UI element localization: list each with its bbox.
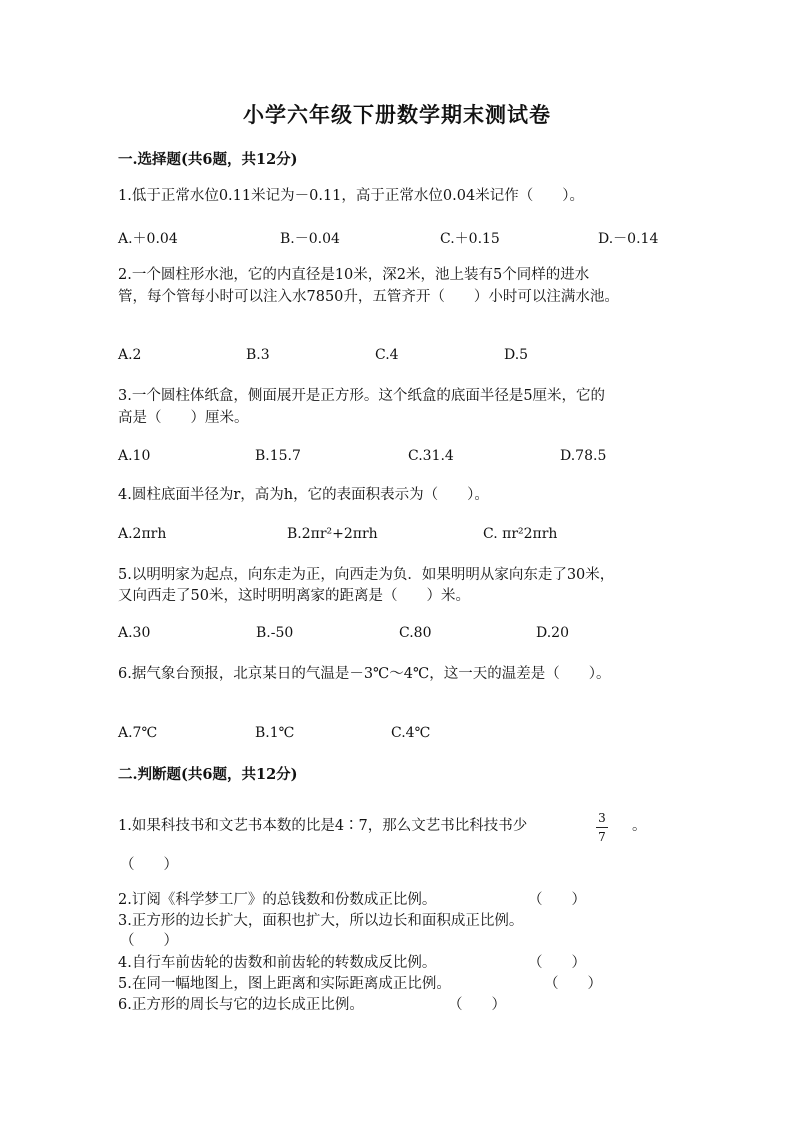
- option-c: C.＋0.15: [440, 231, 500, 247]
- option-a: A.2πrh: [118, 526, 167, 542]
- section-heading-judgement: 二.判断题(共6题，共12分): [118, 766, 298, 783]
- answer-parentheses: （ ）: [448, 997, 506, 1013]
- question-text: 2.一个圆柱形水池，它的内直径是10米，深2米，池上装有5个同样的进水: [118, 267, 590, 283]
- option-d: D.20: [536, 625, 569, 641]
- option-c: C.31.4: [408, 448, 454, 464]
- answer-parentheses: （ ）: [528, 892, 586, 908]
- question-text: 4.圆柱底面半径为r，高为h，它的表面积表示为（ ）。: [118, 487, 489, 503]
- option-a: A.2: [118, 347, 142, 363]
- option-c: C.4℃: [391, 725, 431, 741]
- option-d: D.5: [504, 347, 529, 363]
- fraction-numerator: 3: [598, 811, 606, 825]
- question-text: 1.如果科技书和文艺书本数的比是4∶7，那么文艺书比科技书少: [118, 818, 528, 834]
- page-title: 小学六年级下册数学期末测试卷: [243, 102, 551, 127]
- question-text: 3.正方形的边长扩大，面积也扩大，所以边长和面积成正比例。: [118, 913, 524, 929]
- answer-parentheses: （ ）: [120, 857, 178, 873]
- section-heading-choice: 一.选择题(共6题，共12分): [118, 151, 298, 168]
- option-d: D.－0.14: [598, 231, 659, 247]
- option-c: C.80: [399, 625, 432, 641]
- question-text: 3.一个圆柱体纸盒，侧面展开是正方形。这个纸盒的底面半径是5厘米，它的: [118, 388, 606, 404]
- option-a: A.10: [118, 448, 151, 464]
- option-b: B.-50: [256, 625, 294, 641]
- option-b: B.15.7: [255, 448, 301, 464]
- question-text: 2.订阅《科学梦工厂》的总钱数和份数成正比例。: [118, 892, 437, 908]
- option-b: B.3: [246, 347, 270, 363]
- fraction-denominator: 7: [598, 830, 606, 844]
- question-end-mark: 。: [632, 818, 647, 834]
- answer-parentheses: （ ）: [528, 955, 586, 971]
- question-text: 又向西走了50米，这时明明离家的距离是（ ）米。: [118, 588, 470, 604]
- fraction: [596, 810, 608, 845]
- fraction-bar: [596, 827, 608, 828]
- option-b: B.－0.04: [280, 231, 340, 247]
- option-c: C. πr²2πrh: [483, 526, 558, 542]
- option-a: A.＋0.04: [118, 231, 178, 247]
- option-a: A.7℃: [118, 725, 158, 741]
- question-text: 4.自行车前齿轮的齿数和前齿轮的转数成反比例。: [118, 955, 437, 971]
- question-text: 6.正方形的周长与它的边长成正比例。: [118, 997, 364, 1013]
- option-a: A.30: [118, 625, 151, 641]
- answer-parentheses: （ ）: [120, 933, 178, 949]
- answer-parentheses: （ ）: [544, 976, 602, 992]
- option-d: D.78.5: [560, 448, 607, 464]
- question-text: 5.以明明家为起点，向东走为正，向西走为负．如果明明从家向东走了30米，: [118, 567, 615, 583]
- question-text: 5.在同一幅地图上，图上距离和实际距离成正比例。: [118, 976, 451, 992]
- question-text: 6.据气象台预报，北京某日的气温是－3℃～4℃，这一天的温差是（ ）。: [118, 666, 611, 682]
- option-b: B.2πr²+2πrh: [287, 526, 378, 542]
- question-text: 1.低于正常水位0.11米记为－0.11，高于正常水位0.04米记作（ ）。: [118, 188, 584, 204]
- question-text: 管，每个管每小时可以注入水7850升，五管齐开（ ）小时可以注满水池。: [118, 289, 619, 305]
- option-c: C.4: [375, 347, 399, 363]
- option-b: B.1℃: [255, 725, 295, 741]
- question-text: 高是（ ）厘米。: [118, 410, 249, 426]
